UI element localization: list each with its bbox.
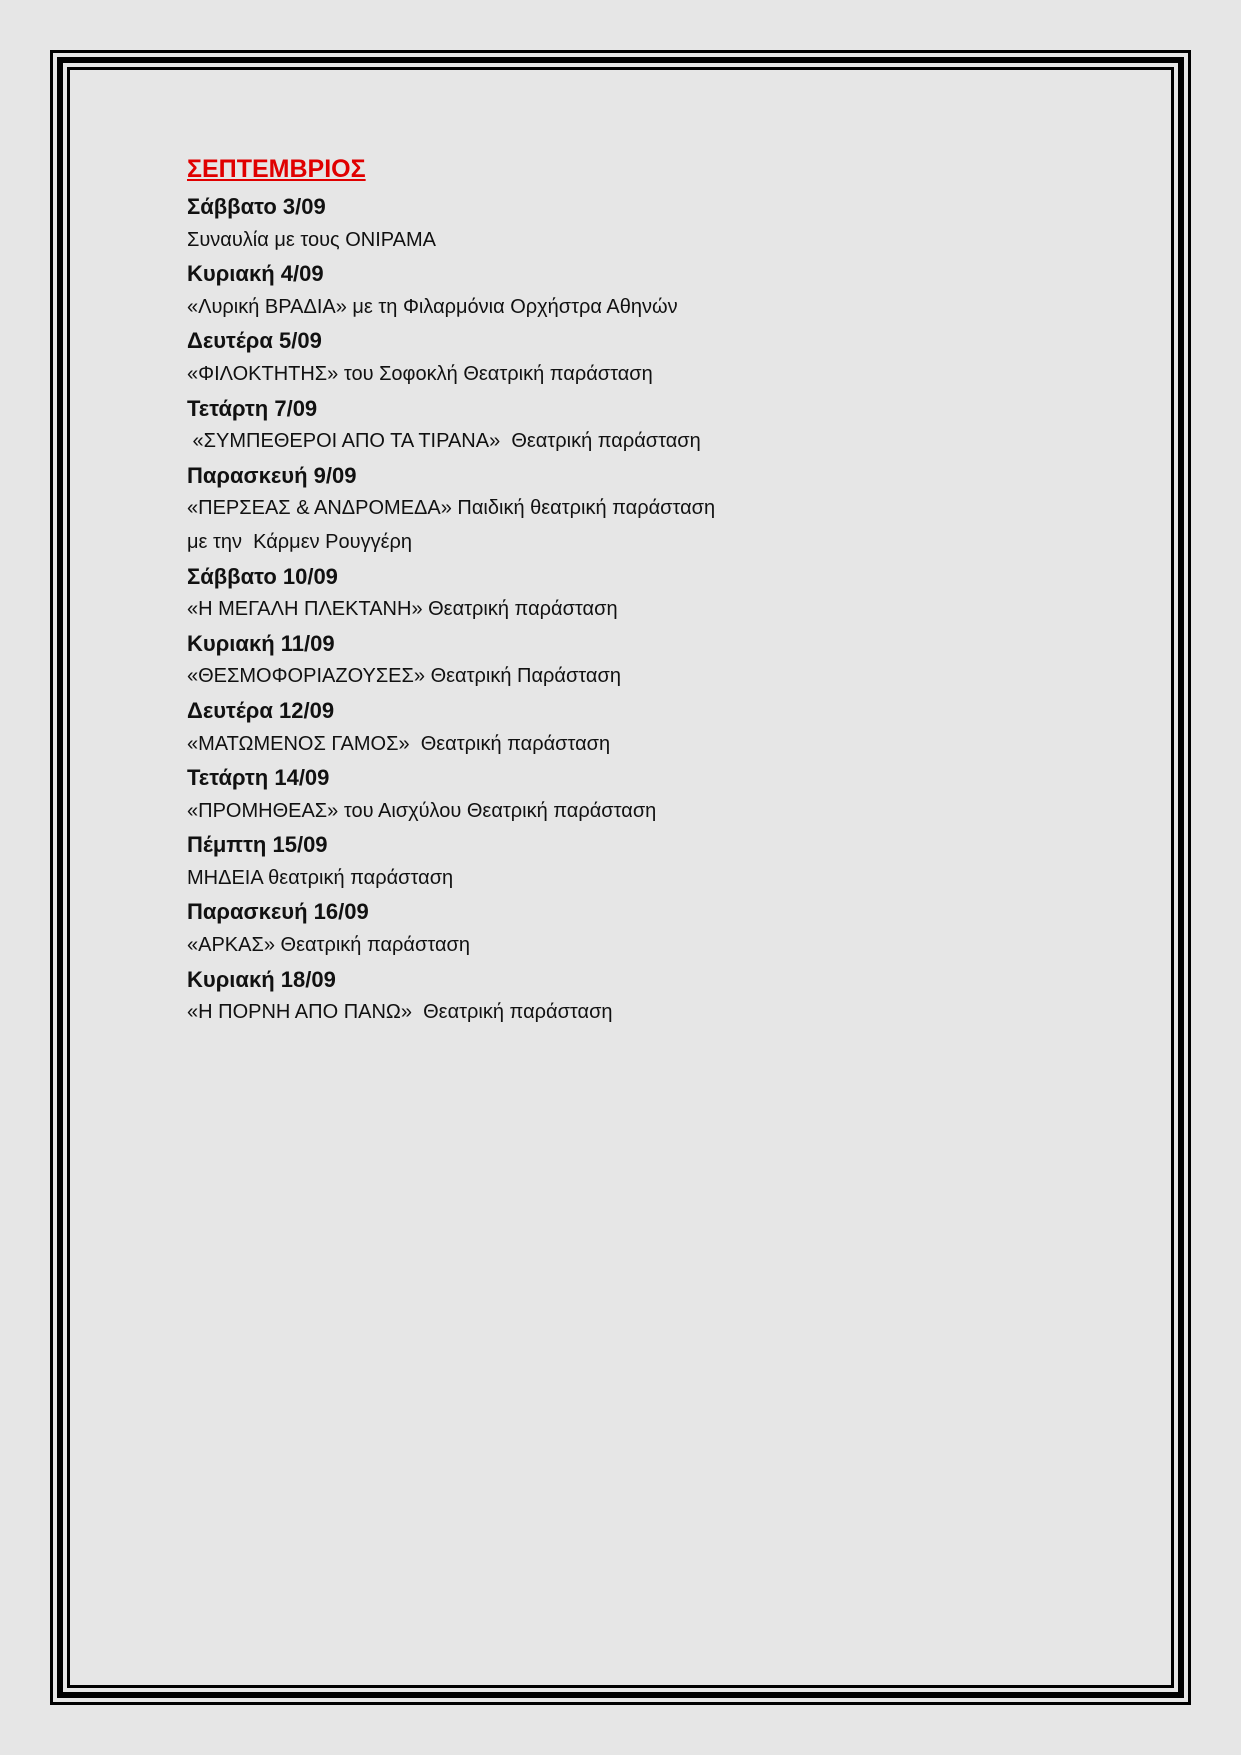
event-description: «ΜΑΤΩΜΕΝΟΣ ΓΑΜΟΣ» Θεατρική παράσταση xyxy=(187,732,611,755)
event-description: ΜΗΔΕΙΑ θεατρική παράσταση xyxy=(187,866,454,889)
event-description: «ΦΙΛΟΚΤΗΤΗΣ» του Σοφοκλή Θεατρική παράσταση xyxy=(187,362,653,385)
event-date: Παρασκευή 16/09 xyxy=(187,899,369,925)
event-description: «Λυρική ΒΡΑΔΙΑ» με τη Φιλαρμόνια Ορχήστρα Αθηνών xyxy=(187,295,678,318)
event-list xyxy=(187,190,1087,1030)
event-description: «ΑΡΚΑΣ» Θεατρική παράσταση xyxy=(187,934,470,957)
event-date: Τετάρτη 7/09 xyxy=(187,395,318,421)
schedule xyxy=(187,148,1087,1030)
month-heading: ΣΕΠΤΕΜΒΡΙΟΣ xyxy=(187,155,366,183)
event-description: Συναυλία με τους ΟΝΙΡΑΜΑ xyxy=(187,228,436,251)
event-date: Παρασκευή 9/09 xyxy=(187,462,357,488)
event-date: Τετάρτη 14/09 xyxy=(187,765,330,791)
event-date: Κυριακή 11/09 xyxy=(187,630,335,656)
event-description: με την Κάρμεν Ρουγγέρη xyxy=(187,530,412,553)
event-date: Κυριακή 18/09 xyxy=(187,966,336,992)
event-description: «ΠΕΡΣΕΑΣ & ΑΝΔΡΟΜΕΔΑ» Παιδική θεατρική παράσταση xyxy=(187,497,716,520)
event-date: Δευτέρα 5/09 xyxy=(187,328,322,354)
event-date: Πέμπτη 15/09 xyxy=(187,832,328,858)
event-date: Κυριακή 4/09 xyxy=(187,261,324,287)
event-description: «ΣΥΜΠΕΘΕΡΟΙ ΑΠΟ ΤΑ ΤΙΡΑΝΑ» Θεατρική παράσταση xyxy=(187,430,701,453)
event-date: Σάββατο 3/09 xyxy=(187,194,326,219)
event-date: Δευτέρα 12/09 xyxy=(187,697,335,723)
event-date: Σάββατο 10/09 xyxy=(187,563,338,589)
event-description: «Η ΠΟΡΝΗ ΑΠΟ ΠΑΝΩ» Θεατρική παράσταση xyxy=(187,1001,613,1024)
event-description: «Η ΜΕΓΑΛΗ ΠΛΕΚΤΑΝΗ» Θεατρική παράσταση xyxy=(187,598,618,621)
event-description: «ΘΕΣΜΟΦΟΡΙΑΖΟΥΣΕΣ» Θεατρική Παράσταση xyxy=(187,665,621,688)
event-description: «ΠΡΟΜΗΘΕΑΣ» του Αισχύλου Θεατρική παράσταση xyxy=(187,799,657,822)
